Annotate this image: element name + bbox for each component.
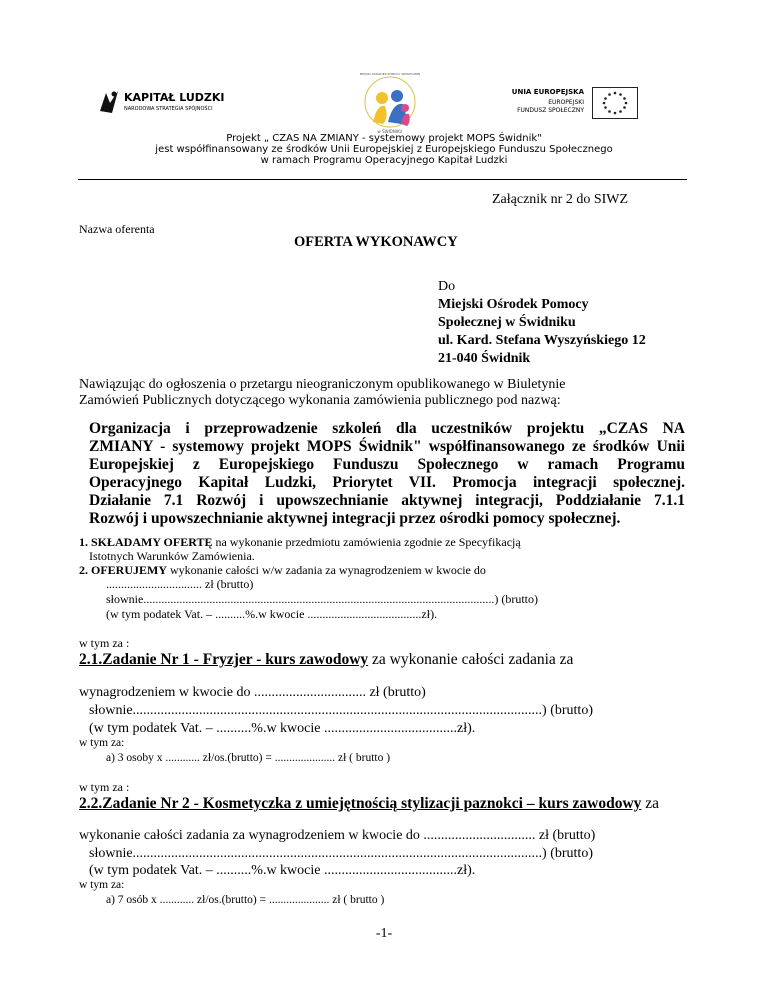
task-1-incl: w tym za: — [79, 737, 125, 749]
task-1-tail: za wykonanie całości zadania za — [368, 651, 574, 668]
eu-logo-line1: UNIA EUROPEJSKA — [511, 88, 584, 96]
eu-logo-line3: FUNDUSZ SPOŁECZNY — [517, 107, 584, 114]
task-1-intro: w tym za : — [79, 636, 130, 650]
task-1-vat: (w tym podatek Vat. – ..........%.w kwocie ......................................zł). — [89, 721, 476, 736]
section-1 — [79, 535, 521, 550]
mops-logo-icon — [355, 74, 425, 134]
task-2-incl: w tym za: — [79, 879, 125, 891]
subject-line-2: ZMIANY - systemowy projekt MOPS Świdnik" współfinansowanego ze środków Unii — [89, 438, 685, 455]
section-2-amount: ................................ zł (brutto) — [106, 577, 254, 591]
eu-logo-line2: EUROPEJSKI — [548, 99, 584, 106]
task-2-vat: (w tym podatek Vat. – ..........%.w kwocie ......................................zł). — [89, 863, 476, 878]
eu-flag-icon — [592, 87, 638, 119]
subject-line-4: Operacyjnego Kapitał Ludzki, Priorytet VII. Promocja integracji społecznej. — [89, 474, 685, 491]
section-1-bold: 1. SKŁADAMY OFERTĘ — [79, 535, 213, 549]
mops-logo-bottom-text: w ŚWIDNIKU — [377, 129, 403, 134]
recipient-line-2: Społecznej w Świdniku — [438, 315, 576, 330]
header-line-1: Projekt „ CZAS NA ZMIANY - systemowy projekt MOPS Świdnik" — [226, 133, 542, 144]
page-number: -1- — [375, 926, 393, 941]
section-1-line-2: Istotnych Warunków Zamówienia. — [89, 549, 255, 563]
task-2-words: słownie.....................................................................................................................) (brutto) — [89, 846, 593, 861]
section-2 — [79, 563, 486, 578]
task-2-title: 2.2.Zadanie Nr 2 - Kosmetyczka z umiejętnością stylizacji paznokci – kurs zawodowy — [79, 795, 642, 812]
task-2-heading — [79, 795, 659, 813]
kapital-ludzki-emblem-icon — [98, 89, 120, 115]
subject-line-1: Organizacja i przeprowadzenie szkoleń dla uczestników projektu „CZAS NA — [89, 420, 685, 437]
header-line-3: w ramach Programu Operacyjnego Kapitał Ludzki — [260, 155, 508, 166]
kapital-ludzki-subtitle: NARODOWA STRATEGIA SPÓJNOŚCI — [124, 106, 213, 112]
task-2-persons: a) 7 osób x ............ zł/os.(brutto) = ..................... zł ( brutto ) — [106, 894, 385, 906]
subject-line-5: Działanie 7.1 Rozwój i upowszechnianie aktywnej integracji, Poddziałanie 7.1.1 — [89, 492, 685, 509]
recipient-line-1: Miejski Ośrodek Pomocy — [438, 297, 589, 312]
task-2-intro: w tym za : — [79, 780, 130, 794]
intro-line-2: Zamówień Publicznych dotyczącego wykonania zamówienia publicznego pod nazwą: — [79, 393, 561, 408]
bidder-name-label: Nazwa oferenta — [79, 222, 155, 236]
eu-logo — [500, 86, 640, 122]
task-1-heading — [79, 651, 573, 669]
subject-line-3: Europejskiej z Europejskiego Funduszu Społecznego w ramach Programu — [89, 456, 685, 473]
task-1-persons: a) 3 osoby x ............ zł/os.(brutto) = ..................... zł ( brutto ) — [106, 752, 391, 764]
section-2-rest: wykonanie całości w/w zadania za wynagrodzeniem w kwocie do — [167, 563, 486, 577]
task-1-words: słownie.....................................................................................................................) (brutto) — [89, 703, 593, 718]
page-title: OFERTA WYKONAWCY — [294, 234, 458, 250]
task-1-amount: wynagrodzeniem w kwocie do ................................ zł (brutto) — [79, 685, 426, 700]
intro-line-1: Nawiązując do ogłoszenia o przetargu nieograniczonym opublikowanego w Biuletynie — [79, 377, 566, 392]
recipient-line-3: ul. Kard. Stefana Wyszyńskiego 12 — [438, 333, 646, 348]
section-2-vat: (w tym podatek Vat. – ..........%.w kwocie ......................................zł). — [106, 607, 438, 621]
recipient-line-4: 21-040 Świdnik — [438, 351, 531, 366]
kapital-ludzki-logo — [98, 86, 228, 120]
header-line-2: jest współfinansowany ze środków Unii Europejskiej z Europejskiego Funduszu Społecznego — [155, 144, 613, 155]
annex-label: Załącznik nr 2 do SIWZ — [492, 192, 629, 207]
subject-line-6: Rozwój i upowszechnianie aktywnej integracji przez ośrodki pomocy społecznej. — [89, 510, 621, 527]
recipient-to: Do — [438, 279, 456, 294]
task-1-title: 2.1.Zadanie Nr 1 - Fryzjer - kurs zawodowy — [79, 651, 369, 668]
section-2-bold: 2. OFERUJEMY — [79, 563, 167, 577]
kapital-ludzki-title: KAPITAŁ LUDZKI — [124, 91, 225, 104]
task-2-tail: za — [641, 795, 660, 812]
section-1-rest: na wykonanie przedmiotu zamówienia zgodnie ze Specyfikacją — [212, 535, 521, 549]
mops-logo — [355, 74, 425, 134]
mops-logo-arc-text: MIEJSKI OŚRODEK POMOCY SPOŁECZNEJ — [359, 72, 421, 76]
header-divider — [78, 179, 687, 180]
section-2-words: słownie.....................................................................................................................) (brutto) — [106, 592, 538, 606]
task-2-amount: wykonanie całości zadania za wynagrodzeniem w kwocie do ................................ zł (brutto) — [79, 828, 596, 843]
